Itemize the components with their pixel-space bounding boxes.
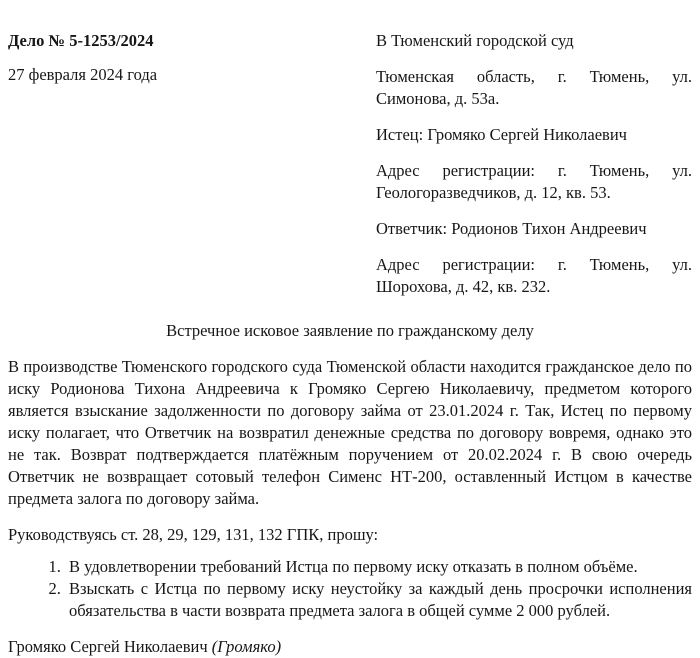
document-title: Встречное исковое заявление по гражданскому делу bbox=[166, 321, 534, 340]
signatory-name: Громяко Сергей Николаевич bbox=[8, 637, 208, 656]
recipient-block bbox=[376, 30, 692, 312]
court-address: Тюменская область, г. Тюмень, ул. Симонова, д. 53а. bbox=[376, 67, 692, 108]
defendant-address: Адрес регистрации: г. Тюмень, ул. Шорохова, д. 42, кв. 232. bbox=[376, 255, 692, 296]
demands-list bbox=[8, 556, 692, 622]
demand-item: 1. В удовлетворении требований Истца по первому иску отказать в полном объёме. bbox=[65, 556, 692, 578]
case-info-block bbox=[8, 30, 338, 86]
case-date: 27 февраля 2024 года bbox=[8, 65, 158, 84]
signature-handwritten: (Громяко) bbox=[211, 637, 282, 656]
statement-paragraph: В производстве Тюменского городского суда Тюменской области находится гражданское дело по иску Родионова Тихона Андреевича к Громяко Сергею Николаевичу, предметом которого является взыскание задолженности по договору займа от 23.01.2024 г. Так, Истец по первому иску полагает, что Ответчик на возвратил денежные средства по договору вовремя, однако это не так. Возврат подтверждается платёжным поручением от 20.02.2024 г. В свою очередь Ответчик не возвращает сотовый телефон Сименс НТ-200, оставленный Истцом в качестве предмета залога по договору займа. bbox=[8, 357, 692, 508]
defendant-name: Ответчик: Родионов Тихон Андреевич bbox=[376, 219, 647, 238]
plaintiff-address: Адрес регистрации: г. Тюмень, ул. Геологоразведчиков, д. 12, кв. 53. bbox=[376, 161, 692, 202]
document-header bbox=[8, 30, 692, 312]
plaintiff-name: Истец: Громяко Сергей Николаевич bbox=[376, 125, 627, 144]
plea-intro: Руководствуясь ст. 28, 29, 129, 131, 132 ГПК, прошу: bbox=[8, 525, 379, 544]
demand-item: 2. Взыскать с Истца по первому иску неустойку за каждый день просрочки исполнения обязательства в части возврата предмета залога в общей сумме 2 000 рублей. bbox=[65, 578, 692, 622]
case-number: Дело № 5-1253/2024 bbox=[8, 31, 154, 50]
court-name: В Тюменский городской суд bbox=[376, 31, 574, 50]
signature-line bbox=[8, 636, 692, 658]
